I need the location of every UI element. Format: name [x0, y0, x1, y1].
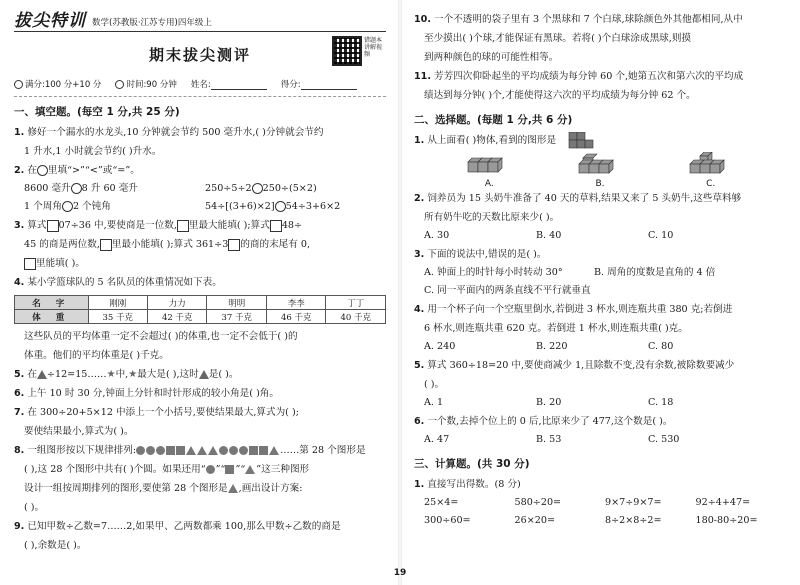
- option-b[interactable]: B. 220: [536, 341, 568, 352]
- option-a[interactable]: A.: [466, 152, 512, 189]
- star-icon: ★: [128, 369, 138, 380]
- option-b[interactable]: B. 周角的度数是直角的 4 倍: [594, 267, 716, 278]
- table-cell: 40 千克: [326, 310, 386, 324]
- option-b[interactable]: B. 53: [536, 434, 562, 445]
- option-c[interactable]: C.: [688, 152, 734, 189]
- calc-grid: [414, 494, 786, 530]
- option-c[interactable]: C. 同一平面内的两条直线不平行就垂直: [424, 285, 591, 296]
- question-6: 6. 上午 10 时 30 分,钟面上分针和时针形成的较小角是( )角。: [14, 388, 279, 399]
- triangle-icon: [37, 370, 47, 379]
- question-5: 5. 在 ÷12=15……★中,★最大是( ),这时 是( )。: [14, 369, 239, 380]
- calc-1: 1. 直接写出得数。(8 分): [414, 479, 521, 490]
- table-header-cell: 李李: [266, 296, 325, 310]
- triangle-icon: [199, 370, 209, 379]
- subject-label: 数学(苏教版·江苏专用)四年级上: [92, 18, 212, 28]
- calc-item[interactable]: 25×4=: [424, 497, 459, 508]
- triangle-shape-icon: [228, 484, 238, 493]
- cube-stack-c-icon: [688, 152, 734, 176]
- calc-item[interactable]: 300÷60=: [424, 515, 471, 526]
- cube-stack-b-icon: [577, 152, 623, 176]
- cube-stack-a-icon: [466, 152, 512, 176]
- score-field[interactable]: 得分:: [281, 78, 357, 90]
- star-icon: ★: [106, 369, 116, 380]
- question-11: 11. 芳芳四次仰卧起坐的平均成绩为每分钟 60 个,她第五次和第六次的平均成 绩达到每分钟( )个,才能使得这六次的平均成绩为每分钟 62 个。: [414, 71, 744, 101]
- box-blank-icon[interactable]: [270, 220, 282, 232]
- table-cell: 46 千克: [266, 310, 325, 324]
- name-field[interactable]: 姓名:: [191, 78, 267, 90]
- box-blank-icon[interactable]: [47, 220, 59, 232]
- circle-blank-icon[interactable]: [71, 183, 82, 194]
- box-blank-icon[interactable]: [228, 239, 240, 251]
- square-shape-icon: [225, 465, 234, 474]
- table-cell: 42 千克: [148, 310, 207, 324]
- option-b[interactable]: B.: [577, 152, 623, 189]
- brand-logo: 拔尖特训: [14, 11, 86, 31]
- top-view-figure-icon: [563, 132, 599, 150]
- option-a[interactable]: A. 47: [424, 434, 450, 445]
- choice-2: 2. 饲养员为 15 头奶牛准备了 40 天的草料,结果又来了 5 头奶牛,这些草料够 所有奶牛吃的天数比原来少( )。: [414, 193, 742, 223]
- table-cell: 35 千克: [88, 310, 147, 324]
- circle-blank-icon[interactable]: [37, 165, 48, 176]
- weight-table: [14, 295, 386, 324]
- question-4-body: 这些队员的平均体重一定不会超过( )的体重,也一定不会低于( )的 体重。他们的平均体重是( )千克。: [24, 331, 298, 361]
- calc-item[interactable]: 26×20=: [514, 515, 555, 526]
- calc-item[interactable]: 9×7÷9×7=: [605, 497, 662, 508]
- qr-code-icon: [332, 36, 362, 66]
- table-header-cell: 明明: [207, 296, 266, 310]
- choice-6-options: [414, 431, 786, 449]
- right-page: [400, 0, 800, 585]
- triangle-shape-icon: [245, 465, 255, 474]
- question-9: 9. 已知甲数÷乙数=7……2,如果甲、乙两数都乘 100,那么甲数÷乙数的商是 ( ),余数是( )。: [14, 521, 341, 551]
- choice-1: 1. 从上面看( )物体,看到的图形是: [414, 131, 786, 150]
- question-10: 10. 一个不透明的袋子里有 3 个黑球和 7 个白球,球除颜色外其他都相同,从中 至少摸出( )个球,才能保证有黑球。若将( )个白球涂成黑球,则摸 到两种颜色的球的可能性相等。: [414, 14, 743, 63]
- option-c[interactable]: C. 10: [648, 230, 674, 241]
- choice-5-options: [414, 394, 786, 412]
- exam-title: 期末拔尖测评: [148, 46, 251, 64]
- question-7: 7. 在 300÷20+5×12 中添上一个小括号,要使结果最大,算式为( ); 要使结果最小,算式为( )。: [14, 407, 299, 437]
- choice-3: 3. 下面的说法中,错误的是( )。: [414, 249, 547, 260]
- option-a[interactable]: A. 240: [424, 341, 456, 352]
- circle-shape-icon: [206, 465, 215, 474]
- choice-5: 5. 算式 360÷18=20 中,要使商减少 1,且除数不变,没有余数,被除数要减少 ( )。: [414, 360, 735, 390]
- section-2-title: 二、选择题。(每题 1 分,共 6 分): [414, 114, 573, 126]
- choice-3-options-row-2: [414, 282, 786, 300]
- table-row-label: 体 重: [15, 310, 89, 324]
- choice-1-options: [414, 150, 786, 189]
- score-info: 满分:100 分+10 分: [14, 78, 101, 90]
- choice-4: 4. 用一个杯子向一个空瓶里倒水,若倒进 3 杯水,则连瓶共重 380 克;若倒进 6 杯水,则连瓶共重 620 克。若倒进 1 杯水,则连瓶共重( )克。: [414, 304, 733, 334]
- choice-2-options: [414, 227, 786, 245]
- title-row: [14, 32, 386, 74]
- shape-sequence-icon: [136, 445, 280, 456]
- question-2: 2. 在 里填“>”“<”或“=”。: [14, 165, 140, 176]
- table-row: [15, 310, 386, 324]
- circle-blank-icon[interactable]: [62, 201, 73, 212]
- option-a[interactable]: A. 1: [424, 397, 444, 408]
- option-c[interactable]: C. 530: [648, 434, 680, 445]
- section-1-title: 一、填空题。(每空 1 分,共 25 分): [14, 106, 180, 118]
- box-blank-icon[interactable]: [24, 258, 36, 270]
- table-cell: 37 千克: [207, 310, 266, 324]
- table-header-row: [15, 296, 386, 310]
- q2-row-1: 8600 毫升 8 升 60 毫升 250÷5÷2 250÷(5×2): [24, 183, 317, 194]
- page-header: [14, 6, 386, 32]
- table-header-cell: 力力: [148, 296, 207, 310]
- question-3: 3. 算式 07÷36 中,要使商是一位数, 里最大能填( );算式 48÷ 45 的商是两位数, 里最小能填( );算式 361÷3 的商的末尾有 0, 里能填( )。: [14, 220, 311, 269]
- choice-3-options-row-1: [414, 264, 786, 282]
- calc-item[interactable]: 92÷4+47=: [695, 497, 751, 508]
- box-blank-icon[interactable]: [100, 239, 112, 251]
- option-a[interactable]: A. 钟面上的时针每小时转动 30°: [424, 267, 563, 278]
- question-4: 4. 某小学篮球队的 5 名队员的体重情况如下表。: [14, 277, 222, 288]
- time-info: 时间:90 分钟: [115, 78, 176, 90]
- exam-info: [14, 74, 386, 97]
- option-b[interactable]: B. 20: [536, 397, 562, 408]
- page-number: 19: [393, 568, 407, 578]
- circle-blank-icon[interactable]: [275, 201, 286, 212]
- table-header-cell: 刚刚: [88, 296, 147, 310]
- option-b[interactable]: B. 40: [536, 230, 562, 241]
- qr-label: 错题本讲解视频: [364, 37, 383, 58]
- q2-row-2: 1 个周角 2 个钝角 54÷[(3+6)×2] 54÷3+6×2: [24, 201, 341, 212]
- choice-6: 6. 一个数,去掉个位上的 0 后,比原来少了 477,这个数是( )。: [414, 416, 673, 427]
- table-header-cell: 丁丁: [326, 296, 386, 310]
- option-a[interactable]: A. 30: [424, 230, 450, 241]
- calc-item[interactable]: 180-80÷20=: [695, 515, 758, 526]
- calc-item[interactable]: 8÷2×8÷2=: [605, 515, 662, 526]
- calc-item[interactable]: 580÷20=: [514, 497, 562, 508]
- question-8: 8. 一组图形按以下规律排列: ……第 28 个图形是 ( ),这 28 个图形中共有( )个圆。如果还用“ ”“ ”“ ”这三种图形 设计一组按周期排列的图形,要使第 28 个图形是 ,画出设计方案: ( )。: [14, 445, 366, 513]
- table-header-cell: 名 字: [15, 296, 89, 310]
- section-3-title: 三、计算题。(共 30 分): [414, 458, 530, 470]
- circle-blank-icon[interactable]: [252, 183, 263, 194]
- bullet-icon: [115, 80, 124, 89]
- question-1: 1. 修好一个漏水的水龙头,10 分钟就会节约 500 毫升水,( )分钟就会节约 1 升水,1 小时就会节约( )升水。: [14, 127, 324, 157]
- option-c[interactable]: C. 80: [648, 341, 674, 352]
- choice-4-options: [414, 338, 786, 356]
- option-c[interactable]: C. 18: [648, 397, 674, 408]
- bullet-icon: [14, 80, 23, 89]
- box-blank-icon[interactable]: [177, 220, 189, 232]
